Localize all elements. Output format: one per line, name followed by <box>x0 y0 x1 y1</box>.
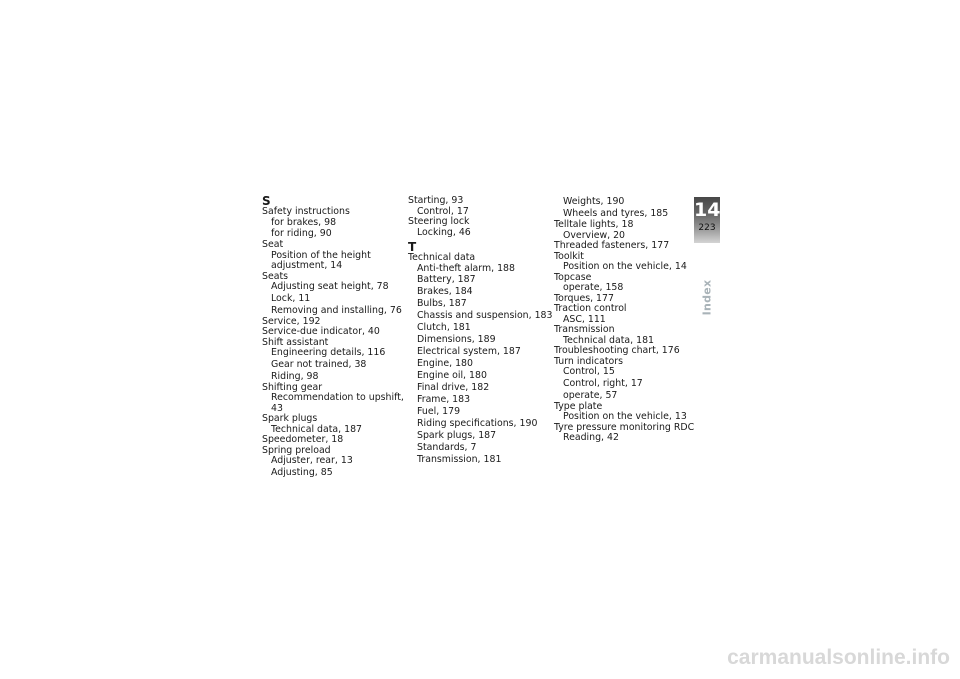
index-subentry: Recommendation to upshift, 43 <box>271 392 404 414</box>
watermark: carmanualsonline.info <box>727 646 950 669</box>
index-entry-heading: Technical data <box>408 252 476 263</box>
index-entry-heading: Traction control <box>554 303 627 314</box>
index-entry <box>262 446 408 479</box>
index-subentry: Wheels and tyres, 185 <box>563 208 669 219</box>
index-entry-heading: Shifting gear <box>262 381 323 393</box>
index-entry <box>408 253 554 466</box>
index-subentry: Transmission, 181 <box>417 454 502 465</box>
index-entry-heading: Safety instructions <box>262 206 350 217</box>
index-entry <box>262 338 408 383</box>
index-entry <box>554 423 700 444</box>
index-subentry: Reading, 42 <box>563 432 619 443</box>
index-entry-heading: Starting, 93 <box>408 195 464 206</box>
index-entry-heading: Troubleshooting chart, 176 <box>554 345 680 356</box>
index-subentry: Gear not trained, 38 <box>271 358 367 370</box>
chapter-tab <box>694 197 720 243</box>
index-subentry: Position on the vehicle, 14 <box>563 261 687 272</box>
index-subentry: Riding, 98 <box>271 370 319 382</box>
index-subentry: Spark plugs, 187 <box>417 430 497 441</box>
index-subentry: Anti-theft alarm, 188 <box>417 262 515 274</box>
index-subentry: Overview, 20 <box>563 229 626 241</box>
index-subentry: for brakes, 98 <box>271 216 337 228</box>
index-entry <box>408 217 554 238</box>
index-entry <box>554 220 700 241</box>
index-entry <box>262 272 408 317</box>
index-subentry: Engine oil, 180 <box>417 370 487 381</box>
index-subentry: Frame, 183 <box>417 394 471 405</box>
index-entry-heading: Topcase <box>554 271 592 283</box>
index-subentry: Engineering details, 116 <box>271 347 386 358</box>
index-entry-heading: Transmission <box>554 324 615 335</box>
index-subentry: Position on the vehicle, 13 <box>563 411 687 422</box>
index-entry <box>262 414 408 435</box>
index-subentry: Standards, 7 <box>417 442 477 453</box>
index-subentry: Battery, 187 <box>417 274 476 285</box>
index-subentry: ASC, 111 <box>563 313 606 325</box>
index-entry-heading: Torques, 177 <box>554 292 614 304</box>
index-subentry: Weights, 190 <box>563 196 625 207</box>
index-entry-heading: Tyre pressure monitoring RDC <box>554 421 695 433</box>
index-entry <box>262 383 408 415</box>
index-entry-heading: Steering lock <box>408 216 470 227</box>
index-subentry: Engine, 180 <box>417 358 473 369</box>
index-column-2 <box>408 196 554 466</box>
index-subentry: operate, 158 <box>563 282 624 293</box>
index-column-1 <box>262 196 408 479</box>
index-subentry: Clutch, 181 <box>417 322 471 333</box>
index-subentry: Locking, 46 <box>417 226 471 238</box>
page-number: 223 <box>698 223 716 233</box>
index-subentry: Lock, 11 <box>271 292 311 304</box>
index-entry-heading: Turn indicators <box>554 355 624 367</box>
index-subentry: Brakes, 184 <box>417 286 473 297</box>
index-entry-heading: Seat <box>262 239 284 250</box>
index-subentry: Electrical system, 187 <box>417 346 521 357</box>
index-subentry: Adjuster, rear, 13 <box>271 455 353 466</box>
index-subentry: Bulbs, 187 <box>417 298 467 309</box>
index-entry-heading: Toolkit <box>554 250 584 262</box>
index-entry <box>554 325 700 346</box>
index-entry <box>554 304 700 325</box>
index-subentry: Chassis and suspension, 183 <box>417 310 553 321</box>
index-letter: S <box>262 194 271 208</box>
index-subentry: operate, 57 <box>563 389 618 401</box>
index-subentry: Riding specifications, 190 <box>417 418 538 429</box>
index-entry-heading: Service-due indicator, 40 <box>262 326 380 337</box>
index-subentry: Final drive, 182 <box>417 382 490 393</box>
index-entry-heading: Service, 192 <box>262 315 321 327</box>
index-entry <box>554 241 700 252</box>
index-entry <box>554 402 700 423</box>
index-entry <box>554 196 700 220</box>
index-entry-heading: Threaded fasteners, 177 <box>554 240 670 251</box>
index-entry <box>554 252 700 273</box>
index-subentry: Removing and installing, 76 <box>271 304 402 316</box>
index-entry-heading: Speedometer, 18 <box>262 434 344 445</box>
index-subentry: Adjusting seat height, 78 <box>271 281 389 292</box>
index-subentry: Control, 17 <box>417 205 469 217</box>
index-subentry: for riding, 90 <box>271 228 332 239</box>
section-label-text: Index <box>700 279 714 315</box>
index-entry-heading: Type plate <box>554 400 603 412</box>
index-subentry: Technical data, 187 <box>271 423 362 435</box>
index-entry-heading: Spark plugs <box>262 413 318 424</box>
index-subentry: Position of the height adjustment, 14 <box>271 249 371 271</box>
section-label <box>693 277 721 317</box>
index-entry-heading: Seats <box>262 270 289 282</box>
index-entry <box>262 435 408 446</box>
index-entry <box>554 346 700 357</box>
index-subentry: Control, 15 <box>563 366 615 377</box>
index-entry <box>262 207 408 240</box>
index-entry-heading: Shift assistant <box>262 336 329 348</box>
index-column-3 <box>554 196 700 444</box>
index-letter: T <box>408 240 417 254</box>
index-entry <box>262 240 408 272</box>
index-subentry: Technical data, 181 <box>563 334 654 346</box>
index-entry <box>262 327 408 338</box>
index-entry-heading: Telltale lights, 18 <box>554 219 634 230</box>
chapter-number: 14 <box>694 199 721 221</box>
index-entry <box>554 357 700 402</box>
index-subentry: Dimensions, 189 <box>417 334 496 345</box>
index-subentry: Fuel, 179 <box>417 406 461 417</box>
index-entry <box>408 196 554 217</box>
index-entry <box>554 273 700 294</box>
index-entry-heading: Spring preload <box>262 444 331 456</box>
index-subentry: Adjusting, 85 <box>271 466 333 478</box>
index-subentry: Control, right, 17 <box>563 377 643 389</box>
